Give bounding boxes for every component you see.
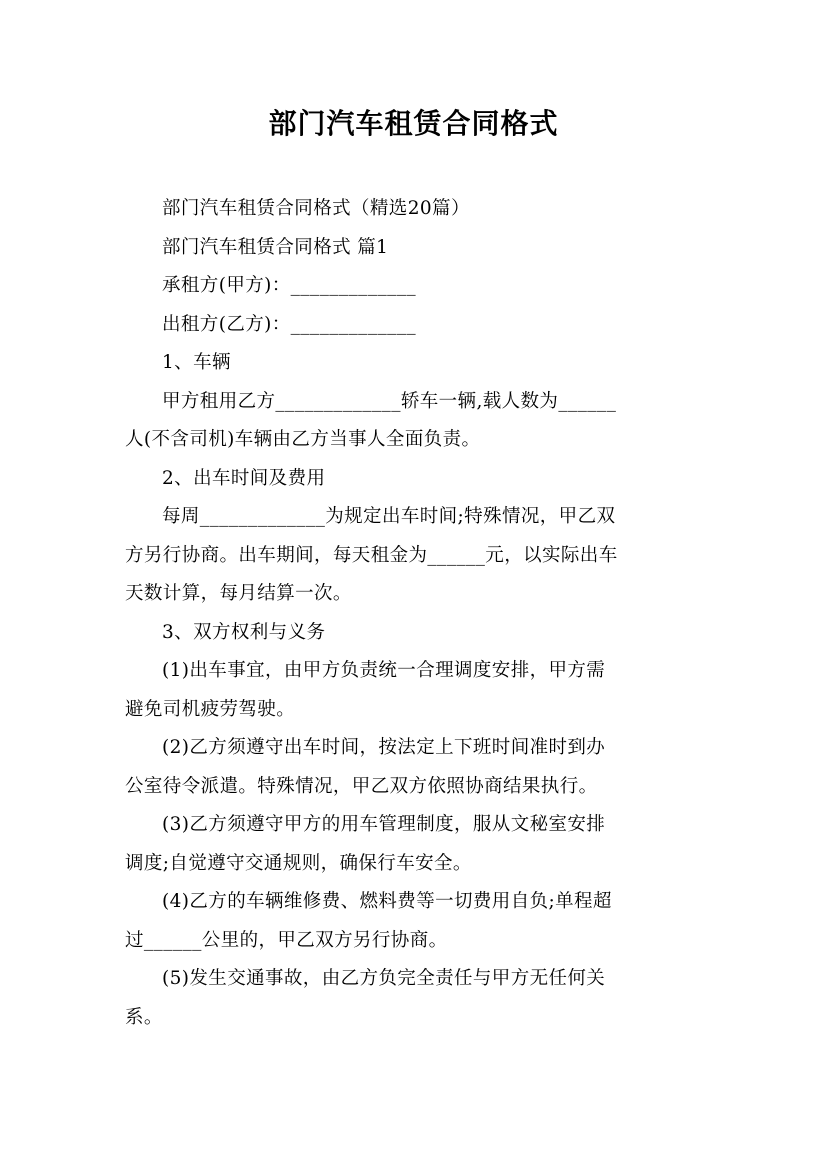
rights-item-line: 过______公里的，甲乙双方另行协商。 [125, 929, 448, 951]
clause-heading-vehicle: 1、车辆 [162, 352, 231, 373]
rights-item-line: (5)发生交通事故，由乙方负完全责任与甲方无任何关 [162, 968, 606, 989]
rights-item-line: 系。 [125, 1006, 163, 1028]
rights-item-line: (3)乙方须遵守甲方的用车管理制度，服从文秘室安排 [162, 814, 606, 835]
clause-heading-rights: 3、双方权利与义务 [162, 621, 326, 643]
rights-item-line: (4)乙方的车辆维修费、燃料费等一切费用自负;单程超 [162, 891, 612, 912]
subtitle-line: 部门汽车租赁合同格式（精选20篇） [162, 198, 470, 219]
time-fees-text-line: 天数计算，每月结算一次。 [125, 583, 352, 604]
rights-item-line: (2)乙方须遵守出车时间，按法定上下班时间准时到办 [162, 737, 606, 758]
vehicle-text-line: 甲方租用乙方_____________轿车一辆,载人数为______ [162, 390, 617, 412]
time-fees-text-line: 每周_____________为规定出车时间;特殊情况，甲乙双 [162, 506, 616, 527]
vehicle-text-line: 人(不含司机)车辆由乙方当事人全面负责。 [125, 429, 481, 450]
rights-item-line: 避免司机疲劳驾驶。 [125, 698, 296, 720]
clause-heading-time-fees: 2、出车时间及费用 [162, 467, 326, 489]
rights-item-line: (1)出车事宜，由甲方负责统一合理调度安排，甲方需 [162, 660, 606, 681]
section-heading: 部门汽车租赁合同格式 篇1 [162, 236, 389, 258]
lessor-line: 出租方(乙方)：_____________ [162, 313, 417, 335]
document-body [125, 190, 703, 1037]
rights-item-line: 调度;自觉遵守交通规则，确保行车安全。 [125, 852, 472, 874]
rights-item-line: 公室待令派遣。特殊情况，甲乙双方依照协商结果执行。 [125, 775, 598, 797]
time-fees-text-line: 方另行协商。出车期间，每天租金为______元，以实际出车 [125, 544, 618, 566]
document-title: 部门汽车租赁合同格式 [268, 107, 559, 140]
lessee-line: 承租方(甲方)：_____________ [162, 275, 417, 296]
